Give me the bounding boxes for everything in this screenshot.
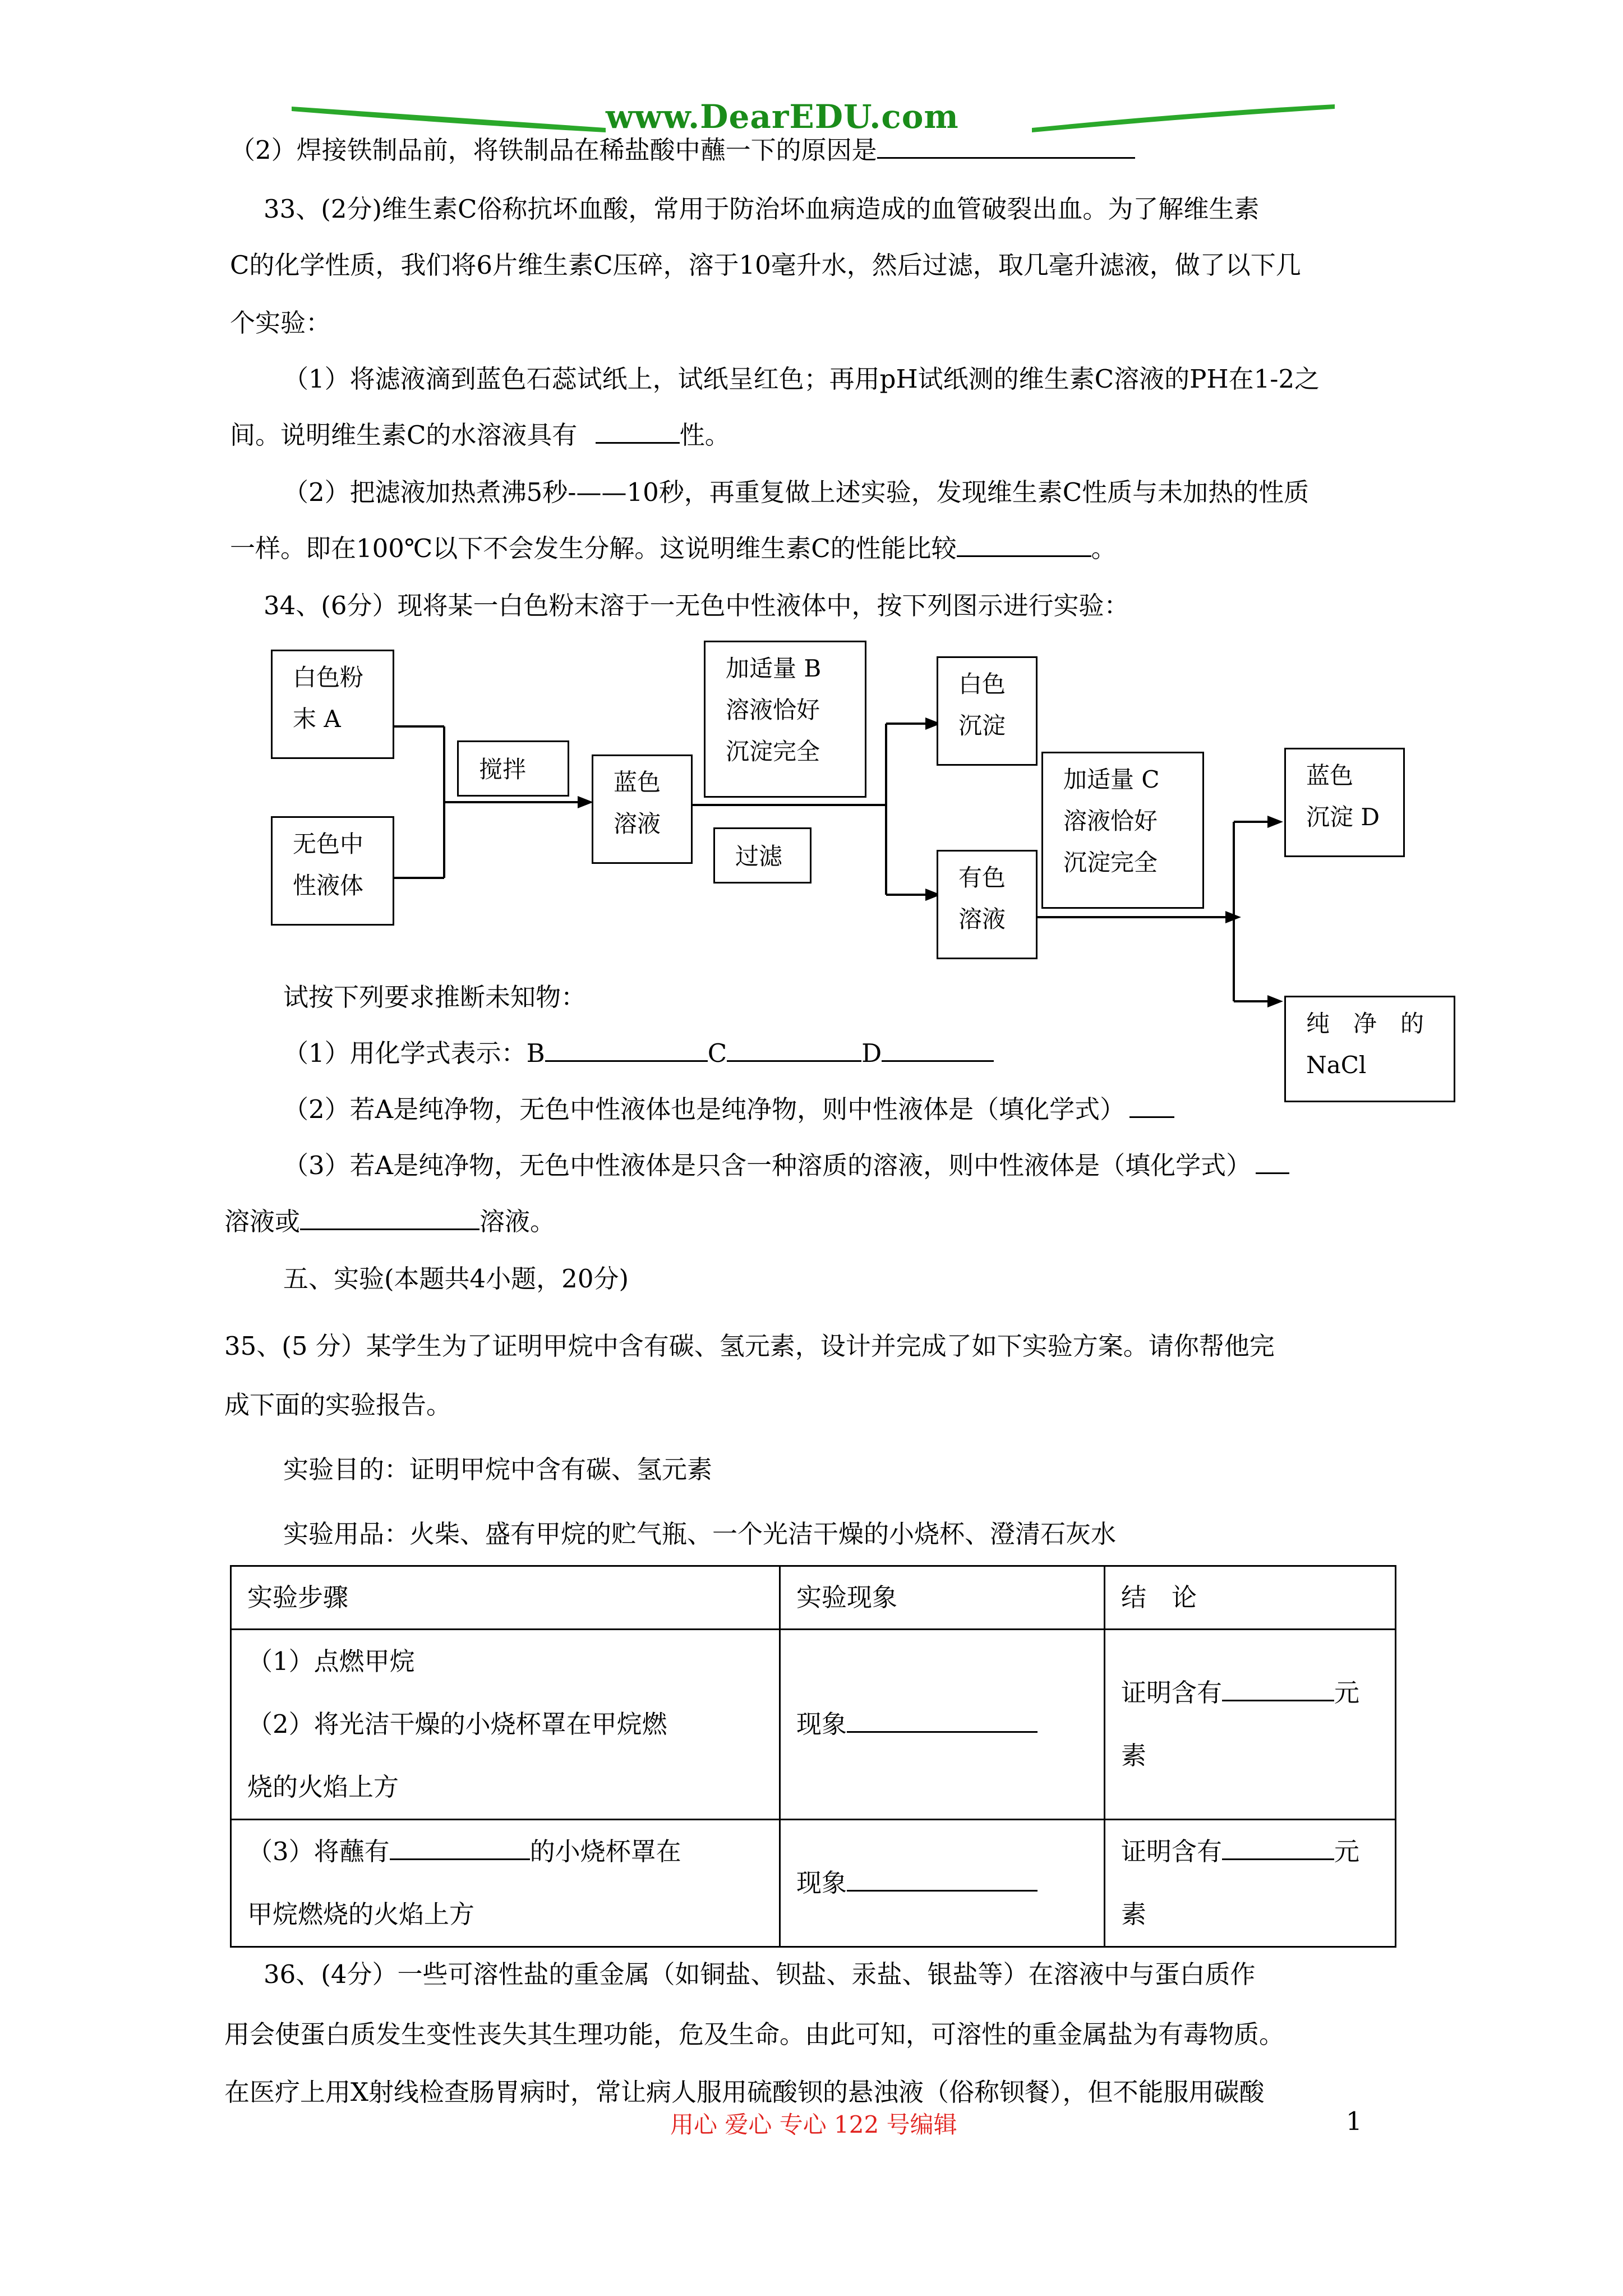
step-text: （3）将蘸有 — [247, 1837, 390, 1866]
answer-blank — [882, 1038, 994, 1062]
step-text: 的小烧杯罩在 — [529, 1837, 681, 1866]
q34-part1-label-c: C — [707, 1038, 727, 1068]
experiment-table — [230, 1565, 1396, 1948]
box-text: 无色中 — [293, 830, 364, 858]
answer-blank — [1222, 1677, 1334, 1701]
box-text: 沉淀完全 — [726, 738, 820, 765]
q33-part1-b-text: 间。说明维生素C的水溶液具有 — [230, 420, 578, 450]
box-white-precipitate — [937, 656, 1038, 766]
box-text: 溶液 — [958, 905, 1006, 933]
box-text: 白色 — [958, 670, 1006, 698]
q34-stem: 34、(6分）现将某一白色粉末溶于一无色中性液体中，按下列图示进行实验： — [264, 591, 1129, 620]
answer-blank — [1256, 1150, 1289, 1174]
box-pure-nacl — [1284, 996, 1455, 1102]
box-text: 溶液恰好 — [726, 696, 820, 724]
table-cell-phenomenon — [780, 1820, 1105, 1947]
q35-materials: 实验用品：火柴、盛有甲烷的贮气瓶、一个光洁干燥的小烧杯、澄清石灰水 — [283, 1519, 1117, 1549]
q32-part2-text: （2）焊接铁制品前，将铁制品在稀盐酸中蘸一下的原因是 — [230, 135, 877, 165]
box-text: 搅拌 — [479, 756, 527, 783]
box-text: 蓝色 — [1306, 762, 1354, 789]
q33-line-c: 个实验： — [230, 308, 331, 338]
q35-line-a: 35、(5 分）某学生为了证明甲烷中含有碳、氢元素，设计并完成了如下实验方案。请你帮他完 — [224, 1331, 1275, 1361]
box-text: 过滤 — [735, 843, 783, 870]
step-text: （2）将光洁干燥的小烧杯罩在甲烷燃 — [247, 1709, 667, 1739]
box-text: 沉淀 — [958, 712, 1006, 739]
box-text: 纯 净 的 — [1306, 1010, 1424, 1037]
q33-line-a: 33、(2分)维生素C俗称抗坏血酸，常用于防治坏血病造成的血管破裂出血。为了解维生素 — [264, 194, 1260, 224]
table-cell-conclusion — [1105, 1820, 1396, 1947]
table-header-cell: 实验现象 — [780, 1566, 1105, 1630]
answer-blank — [1129, 1094, 1174, 1118]
table-cell-phenomenon — [780, 1630, 1105, 1820]
q34-part1-label-d: D — [861, 1038, 882, 1068]
logo-text: www.DearEDU.com — [606, 98, 959, 136]
table-header-row — [231, 1566, 1396, 1630]
page-number: 1 — [1346, 2106, 1362, 2136]
box-text: 有色 — [958, 864, 1006, 891]
conclusion-suffix: 元 — [1334, 1678, 1360, 1708]
box-text: 加适量 C — [1063, 766, 1160, 793]
step-text: 烧的火焰上方 — [247, 1772, 399, 1802]
q34-part3-a-text: （3）若A是纯净物，无色中性液体是只含一种溶质的溶液，则中性液体是（填化学式） — [283, 1151, 1252, 1180]
q33-part2-a: （2）把滤液加热煮沸5秒-——10秒，再重复做上述实验，发现维生素C性质与未加热的性质 — [283, 477, 1310, 507]
q33-part1-a: （1）将滤液滴到蓝色石蕊试纸上，试纸呈红色；再用pH试纸测的维生素C溶液的PH在1-2之 — [283, 364, 1320, 394]
table-row — [231, 1820, 1396, 1947]
q35-line-b: 成下面的实验报告。 — [224, 1390, 452, 1420]
answer-blank — [1222, 1836, 1334, 1860]
q34-part1 — [283, 1037, 994, 1070]
box-text: NaCl — [1306, 1051, 1367, 1079]
box-blue-precipitate-d — [1284, 748, 1405, 857]
step-text: （1）点燃甲烷 — [247, 1646, 415, 1676]
conclusion-label: 证明含有 — [1121, 1837, 1223, 1866]
box-colored-solution — [937, 850, 1038, 959]
step-text: 甲烷燃烧的火焰上方 — [247, 1899, 475, 1929]
table-cell-steps — [231, 1630, 780, 1820]
conclusion-tail: 素 — [1121, 1899, 1147, 1929]
q36-line-a: 36、(4分）一些可溶性盐的重金属（如铜盐、钡盐、汞盐、银盐等）在溶液中与蛋白质作 — [264, 1959, 1256, 1989]
table-header-cell: 实验步骤 — [231, 1566, 780, 1630]
answer-blank — [727, 1038, 861, 1062]
table-row — [231, 1630, 1396, 1820]
q33-part2-b-suffix: 。 — [1091, 533, 1117, 563]
q34-part3-b — [224, 1205, 555, 1239]
answer-blank — [300, 1206, 479, 1230]
box-text: 白色粉 — [293, 664, 364, 691]
footer-text: 用心 爱心 专心 122 号编辑 — [670, 2111, 957, 2138]
box-colorless-liquid — [271, 816, 394, 926]
q34-part2 — [283, 1093, 1174, 1126]
q36-line-b: 用会使蛋白质发生变性丧失其生理功能，危及生命。由此可知，可溶性的重金属盐为有毒物质。 — [224, 2019, 1285, 2049]
q33-part1-b-suffix: 性。 — [679, 420, 730, 450]
box-text: 溶液 — [614, 810, 661, 838]
phenomenon-label: 现象 — [796, 1868, 847, 1898]
answer-blank — [847, 1709, 1038, 1733]
conclusion-tail: 素 — [1121, 1741, 1147, 1770]
q35-purpose: 实验目的：证明甲烷中含有碳、氢元素 — [283, 1455, 713, 1484]
q33-line-b: C的化学性质，我们将6片维生素C压碎，溶于10毫升水，然后过滤，取几毫升滤液，做了以下几 — [230, 250, 1301, 280]
box-add-c — [1041, 752, 1204, 909]
box-text: 蓝色 — [614, 769, 661, 796]
box-white-powder-a — [271, 650, 394, 759]
box-text: 性液体 — [293, 872, 364, 899]
q34-part3-b-suffix: 溶液。 — [479, 1207, 556, 1236]
q34-part2-text: （2）若A是纯净物，无色中性液体也是纯净物，则中性液体是（填化学式） — [283, 1094, 1126, 1124]
phenomenon-label: 现象 — [796, 1709, 847, 1739]
box-text: 末 A — [293, 705, 341, 733]
box-text: 加适量 B — [726, 655, 822, 682]
section-5-title: 五、实验(本题共4小题，20分) — [283, 1264, 629, 1294]
q34-intro: 试按下列要求推断未知物： — [283, 982, 587, 1012]
conclusion-suffix: 元 — [1334, 1837, 1360, 1866]
q36-line-c: 在医疗上用X射线检查肠胃病时，常让病人服用硫酸钡的悬浊液（俗称钡餐），但不能服用碳酸 — [224, 2077, 1265, 2107]
box-blue-solution — [592, 754, 693, 864]
box-filter — [713, 827, 811, 884]
conclusion-label: 证明含有 — [1121, 1678, 1223, 1708]
table-cell-conclusion — [1105, 1630, 1396, 1820]
box-stir — [457, 740, 569, 797]
q34-part3-b-text: 溶液或 — [224, 1207, 301, 1236]
answer-blank — [390, 1836, 530, 1860]
answer-blank — [545, 1038, 708, 1062]
box-text: 溶液恰好 — [1063, 807, 1158, 835]
box-add-b — [704, 641, 866, 798]
box-text: 沉淀 D — [1306, 803, 1380, 831]
box-text: 沉淀完全 — [1063, 849, 1158, 876]
table-cell-steps — [231, 1820, 780, 1947]
answer-blank — [847, 1867, 1038, 1892]
q33-part2-b-text: 一样。即在100℃以下不会发生分解。这说明维生素C的性能比较 — [230, 533, 957, 563]
table-header-cell: 结 论 — [1105, 1566, 1396, 1630]
q34-part3-a — [283, 1149, 1289, 1182]
q34-part1-label-b: （1）用化学式表示：B — [283, 1038, 545, 1068]
